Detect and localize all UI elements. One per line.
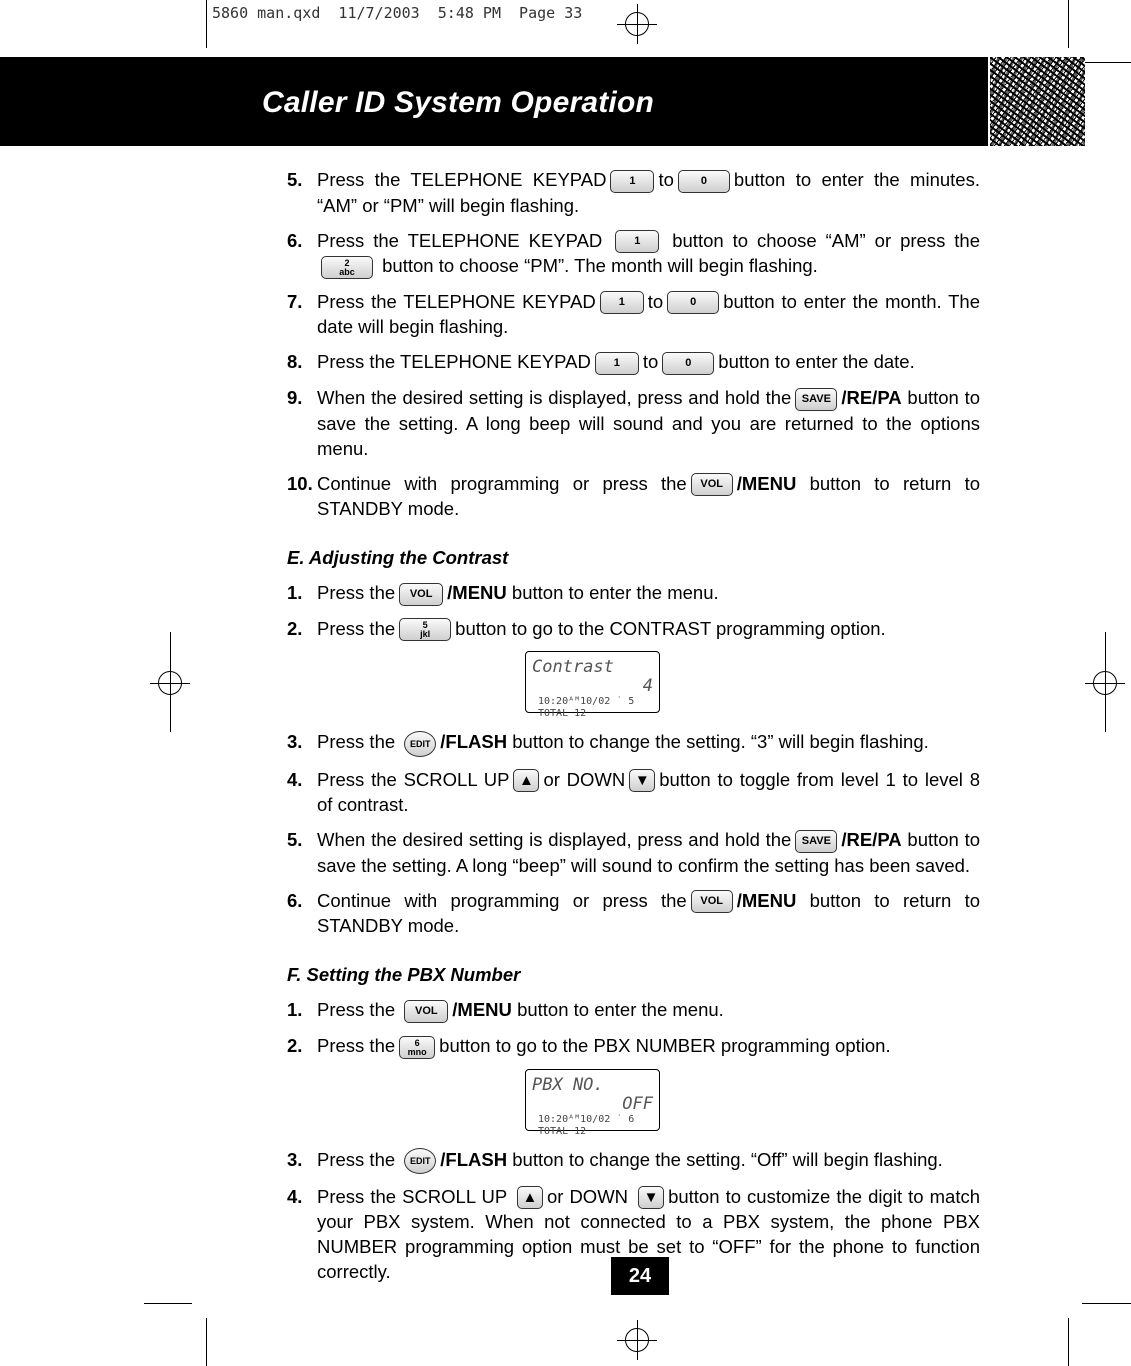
vol-button[interactable]: VOL bbox=[691, 890, 733, 913]
step-e3: 3. Press the EDIT /FLASH button to change the setting. “3” will begin flashing. bbox=[287, 729, 980, 756]
vol-button[interactable]: VOL bbox=[399, 583, 443, 606]
step-d5: 5. Press the TELEPHONE KEYPAD 1 to 0 button to enter the minutes. “AM” or “PM” will begin flashing. bbox=[287, 169, 980, 216]
print-slug: 5860 man.qxd 11/7/2003 5:48 PM Page 33 bbox=[212, 4, 583, 22]
step-d7: 7. Press the TELEPHONE KEYPAD 1 to 0 button to enter the month. The date will begin flashing. bbox=[287, 290, 980, 338]
section-e-title: E. Adjusting the Contrast bbox=[287, 547, 509, 569]
vol-button[interactable]: VOL bbox=[691, 473, 733, 496]
step-e1: 1. Press the VOL /MENU button to enter the menu. bbox=[287, 580, 980, 606]
vol-button[interactable]: VOL bbox=[404, 1000, 448, 1023]
scroll-down-button[interactable]: ▼ bbox=[638, 1186, 664, 1209]
crop-mark bbox=[144, 1303, 192, 1304]
save-button[interactable]: SAVE bbox=[795, 830, 837, 853]
crop-mark bbox=[1068, 0, 1069, 48]
key-1-button[interactable]: 1 bbox=[595, 352, 639, 375]
key-5-button[interactable]: 5 jkl bbox=[399, 618, 451, 641]
crop-mark bbox=[1080, 62, 1131, 63]
page-title: Caller ID System Operation bbox=[262, 86, 654, 119]
step-d6: 6. Press the TELEPHONE KEYPAD 1 button to choose “AM” or press the 2 abc button to choose “PM”. The month will begin flashing. bbox=[287, 229, 980, 277]
step-e2: 2. Press the 5 jkl button to go to the CONTRAST programming option. bbox=[287, 617, 886, 640]
step-d8: 8. Press the TELEPHONE KEYPAD 1 to 0 button to enter the date. bbox=[287, 349, 980, 375]
edit-button[interactable]: EDIT bbox=[404, 731, 436, 757]
step-e4: 4. Press the SCROLL UP ▲ or DOWN ▼ button to toggle from level 1 to level 8 of contrast. bbox=[287, 768, 980, 816]
lcd-display-contrast: Contrast 4 10:20ᴬᴹ10/02 ˙ 5 TOTAL 12 bbox=[287, 651, 980, 717]
step-e6: 6. Continue with programming or press the VOL /MENU button to return to STANDBY mode. bbox=[287, 889, 981, 937]
crop-mark bbox=[1068, 1318, 1069, 1366]
key-1-button[interactable]: 1 bbox=[600, 291, 644, 314]
step-d10: 10. Continue with programming or press the VOL /MENU button to return to STANDBY mode. bbox=[287, 472, 981, 520]
step-f3: 3. Press the EDIT /FLASH button to change the setting. “Off” will begin flashing. bbox=[287, 1147, 980, 1174]
key-1-button[interactable]: 1 bbox=[615, 230, 659, 253]
step-e5: 5. When the desired setting is displayed, press and hold the SAVE /RE/PA button to save the setting. A long “beep” will sound to confirm the setting has been saved. bbox=[287, 829, 981, 876]
step-f4: 4. Press the SCROLL UP ▲ or DOWN ▼ button to customize the digit to match your PBX system. When not connected to a PBX system, the phone PBX NUMBER programming option must be set to “OFF” for the phone to function correctly. bbox=[287, 1185, 980, 1283]
instructions bbox=[287, 167, 980, 1294]
key-2-button[interactable]: 2 abc bbox=[321, 256, 373, 279]
crop-mark bbox=[206, 1318, 207, 1366]
registration-mark bbox=[617, 1320, 657, 1360]
decorative-pattern bbox=[990, 57, 1085, 146]
key-1-button[interactable]: 1 bbox=[610, 170, 654, 193]
crop-mark bbox=[206, 0, 207, 48]
step-f2: 2. Press the 6 mno button to go to the PBX NUMBER programming option. bbox=[287, 1035, 891, 1057]
registration-mark bbox=[617, 4, 657, 44]
scroll-up-button[interactable]: ▲ bbox=[513, 769, 539, 792]
scroll-up-button[interactable]: ▲ bbox=[517, 1186, 543, 1209]
key-0-button[interactable]: 0 bbox=[662, 352, 714, 375]
registration-mark bbox=[150, 663, 190, 703]
save-button[interactable]: SAVE bbox=[795, 388, 837, 411]
edit-button[interactable]: EDIT bbox=[404, 1148, 436, 1174]
key-6-button[interactable]: 6 mno bbox=[399, 1036, 435, 1059]
scroll-down-button[interactable]: ▼ bbox=[629, 769, 655, 792]
key-0-button[interactable]: 0 bbox=[667, 291, 719, 314]
step-f1: 1. Press the VOL /MENU button to enter the menu. bbox=[287, 997, 980, 1023]
page-number: 24 bbox=[611, 1257, 669, 1295]
lcd-display-pbx: PBX NO. OFF 10:20ᴬᴹ10/02 ˙ 6 TOTAL 12 bbox=[287, 1069, 980, 1135]
step-d9: 9. When the desired setting is displayed, press and hold the SAVE /RE/PA button to save the setting. A long beep will sound and you are returned to the options menu. bbox=[287, 387, 981, 459]
registration-mark bbox=[1085, 663, 1125, 703]
key-0-button[interactable]: 0 bbox=[678, 170, 730, 193]
crop-mark bbox=[1082, 1303, 1131, 1304]
section-f-title: F. Setting the PBX Number bbox=[287, 964, 521, 986]
